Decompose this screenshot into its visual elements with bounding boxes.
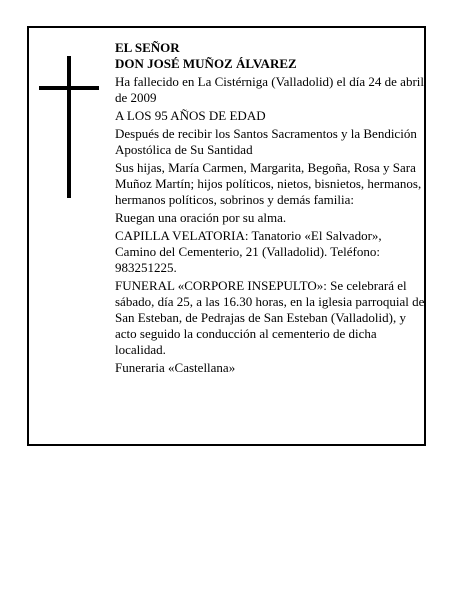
family-list: Sus hijas, María Carmen, Margarita, Begoña, Rosa y Sara Muñoz Martín; hijos políticos, nietos, bisnietos, hermanos, hermanos políticos, sobrinos y demás familia: [115,160,422,207]
notice-body [115,40,425,378]
deceased-name: DON JOSÉ MUÑOZ ÁLVAREZ [115,56,297,71]
notice-title: EL SEÑOR [115,40,180,55]
prayer-request: Ruegan una oración por su alma. [115,210,287,225]
death-announcement: Ha fallecido en La Cistérniga (Valladolid) el día 24 de abril de 2009 [115,74,424,105]
age-line: A LOS 95 AÑOS DE EDAD [115,108,266,123]
sacraments-line: Después de recibir los Santos Sacramentos y la Bendición Apostólica de Su Santidad [115,126,417,157]
obituary-notice [27,26,426,446]
cross-vertical-bar [67,56,71,198]
funeral-info: FUNERAL «CORPORE INSEPULTO»: Se celebrará el sábado, día 25, a las 16.30 horas, en la iglesia parroquial de San Esteban, de Pedrajas de San Esteban (Valladolid), y acto seguido la conducción al cementerio de dicha localidad. [115,278,425,357]
funeral-home: Funeraria «Castellana» [115,360,236,375]
cross-horizontal-bar [39,86,99,90]
chapel-info: CAPILLA VELATORIA: Tanatorio «El Salvador», Camino del Cementerio, 21 (Valladolid). Teléfono: 983251225. [115,228,382,275]
latin-cross-icon [39,56,99,198]
